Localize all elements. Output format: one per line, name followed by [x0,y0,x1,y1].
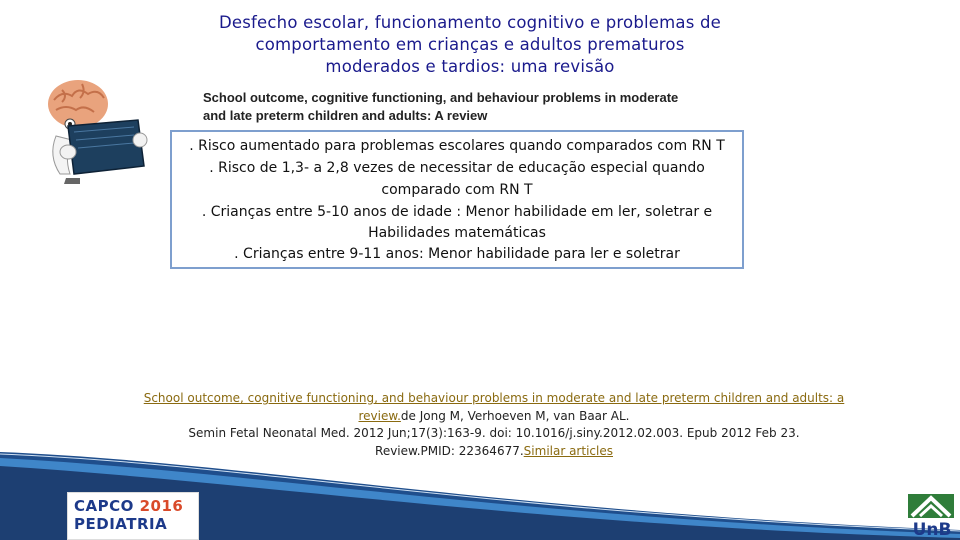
citation-authors: de Jong M, Verhoeven M, van Baar AL. [400,408,630,423]
logo-year: 2016 [139,497,184,515]
unb-building-icon [902,492,960,522]
title-line: comportamento em crianças e adultos prematuros [255,35,685,54]
article-link[interactable]: School outcome, cognitive functioning, and behaviour problems in moderate and late preterm children and adults: a [143,391,845,405]
slide-title [180,12,760,78]
finding-line: . Risco aumentado para problemas escolares quando comparados com RN T [189,138,725,154]
logo-text: PEDIATRIA [74,515,168,533]
unb-logo [902,492,960,540]
findings-box [170,130,744,269]
article-link-continued[interactable]: review. [358,408,401,423]
capco-2016-logo [67,492,199,540]
subtitle-line: School outcome, cognitive functioning, and behaviour problems in moderate [203,90,679,105]
title-line: moderados e tardios: uma revisão [325,57,615,76]
citation [94,390,894,460]
brain-reading-book-icon [38,74,150,186]
title-line: Desfecho escolar, funcionamento cognitivo e problemas de [219,13,721,32]
finding-line: comparado com RN T [381,182,533,198]
paper-title-english [203,89,723,124]
logo-text: UnB [912,520,952,540]
subtitle-line: and late preterm children and adults: A review [203,107,488,123]
finding-line: Habilidades matemáticas [368,225,546,241]
citation-journal: Semin Fetal Neonatal Med. 2012 Jun;17(3):163-9. doi: 10.1016/j.siny.2012.02.003. Epub 2012 Feb 23. [188,426,800,440]
finding-line: . Risco de 1,3- a 2,8 vezes de necessitar de educação especial quando [209,160,705,176]
finding-line: . Crianças entre 9-11 anos: Menor habilidade para ler e soletrar [234,246,680,262]
finding-line: . Crianças entre 5-10 anos de idade : Menor habilidade em ler, soletrar e [201,204,713,220]
citation-pmid: Review.PMID: 22364677. [375,443,524,458]
logo-text: CAPCO [74,497,140,515]
similar-articles-link[interactable]: Similar articles [523,443,613,458]
